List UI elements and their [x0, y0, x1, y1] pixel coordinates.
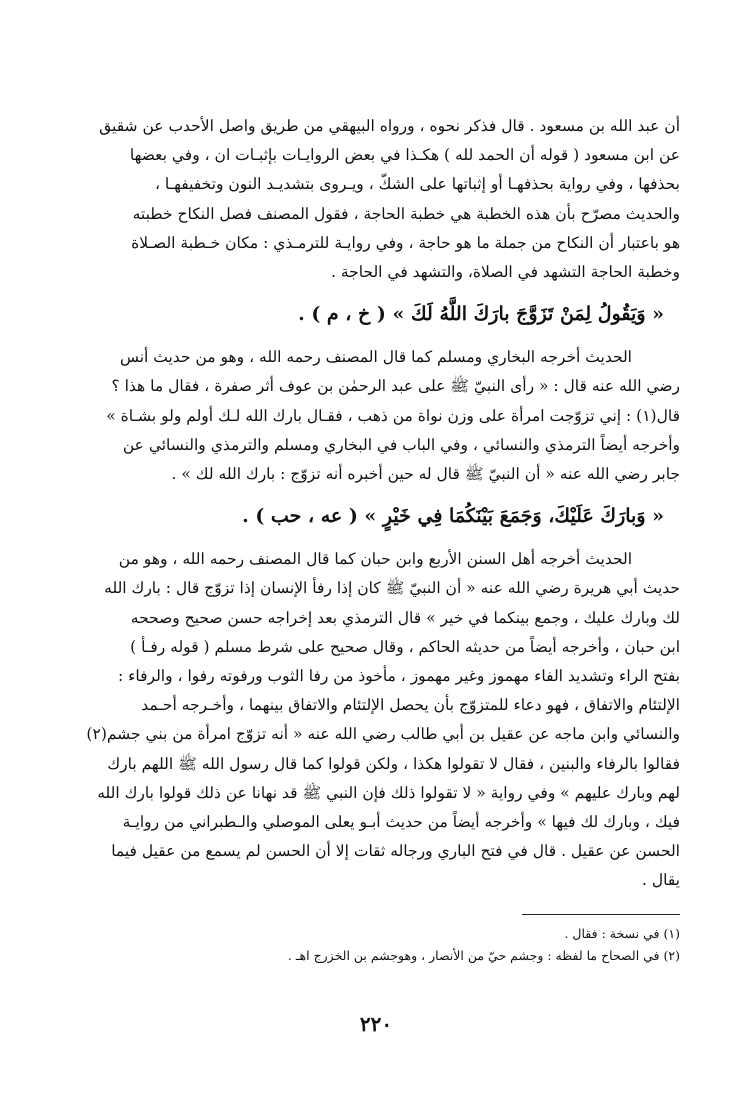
text-line: فيك ، وبارك لك فيها » وأخرجه أيضاً من حديث أبـو يعلى الموصلي والـطبراني من روايـة: [122, 813, 680, 832]
text-line: ابن حبان ، وأخرجه أيضاً من حديثه الحاكم ، وقال صحيح على شرط مسلم ( قوله رفـأ ): [130, 637, 680, 656]
footnote-divider: [522, 914, 680, 915]
text-line: وأخرجه أيضاً الترمذي والنسائي ، وفي الباب في البخاري ومسلم والترمذي والنسائي عن: [122, 435, 680, 454]
text-line: رضي الله عنه قال : « رأى النبيّ ﷺ على عبد الرحمٰن بن عوف أثر صفرة ، فقال ما هذا ؟: [111, 377, 680, 396]
paragraph-2: [74, 343, 680, 489]
text-line: يقال .: [642, 871, 680, 890]
text-line: الإلتئام والاتفاق ، فهو دعاء للمتزوّج بأن يحصل الإلتئام والاتفاق بينهما ، وأخـرجه أحـمد: [141, 696, 680, 715]
text-line: حديث أبي هريرة رضي الله عنه « أن النبيّ ﷺ كان إذا رفأ الإنسان إذا تزوّج قال : بارك الله: [104, 579, 680, 598]
text-line: فقالوا بالرفاء والبنين ، فقال لا تقولوا هكذا ، ولكن قولوا كما قال رسول الله ﷺ اللهم بارك: [107, 754, 680, 773]
page-number: ٢٢٠: [359, 1012, 393, 1036]
text-line: جابر رضي الله عنه « أن النبيّ ﷺ قال له حين أخبره أنه تزوّج : بارك الله لك » .: [171, 465, 680, 484]
text-line: عن ابن مسعود ( قوله أن الحمد لله ) هكـذا في بعض الروايـات بإثبـات ان ، وفي بعضها: [129, 146, 680, 165]
text-line: الحسن عن عقيل . قال في فتح الباري ورجاله ثقات إلا أن الحسن لم يسمع من عقيل فيما: [111, 842, 680, 861]
text-line: أن عبد الله بن مسعود . قال فذكر نحوه ، ورواه البيهقي من طريق واصل الأحدب عن شقيق: [99, 117, 680, 135]
text-line: بفتح الراء وتشديد الفاء مهموز وغير مهموز ، مأخوذ من رفا الثوب ورفوته رفوا ، والرفاء :: [117, 667, 680, 686]
paragraph-1: [74, 112, 680, 287]
hadith-heading-2: « وَبارَكَ عَلَيْكَ، وَجَمَعَ بَيْنَكُمَا فِي خَيْرٍ » ( عه ، حب ) .: [242, 505, 664, 528]
text-line: وخطبة الحاجة التشهد في الصلاة، والتشهد في الحاجة .: [330, 263, 680, 282]
text-line: الحديث أخرجه أهل السنن الأربع وابن حبان كما قال المصنف رحمه الله ، وهو من: [118, 550, 632, 569]
text-line: قال(١) : إني تزوّجت امرأة على وزن نواة من ذهب ، فقـال بارك الله لـك أولم ولو بشـاة »: [106, 406, 680, 425]
hadith-heading-1: « وَيَقُولُ لِمَنْ تَزَوَّجَ بارَكَ اللَّهُ لَكَ » ( خ ، م ) .: [298, 303, 664, 326]
paragraph-3: [74, 545, 680, 895]
text-line: هو باعتبار أن النكاح من جملة ما هو حاجة ، وفي روايـة للترمـذي : مكان خـطبة الصـلاة: [131, 233, 680, 252]
text-line: والحديث مصرّح بأن هذه الخطبة هي خطبة الحاجة ، فقول المصنف فصل النكاح خطبته: [132, 204, 680, 223]
footnote-1: (١) في نسخة : فقال .: [564, 925, 680, 941]
text-line: والنسائي وابن ماجه عن عقيل بن أبي طالب رضي الله عنه « أنه تزوّج امرأة من بني جشم(٢): [86, 725, 680, 744]
text-line: لك وبارك عليك ، وجمع بينكما في خير » قال الترمذي بعد إخراجه حسن صحيح وصححه: [130, 608, 680, 627]
text-line: بحذفها ، وفي رواية بحذفهـا أو إثباتها على الشكّ ، ويـروى بتشديـد النون وتخفيفهـا ،: [154, 175, 680, 194]
footnote-2: (٢) في الصحاح ما لفظه : وجشم حيّ من الأنصار ، وهوجشم بن الخزرج اهـ .: [287, 947, 680, 963]
text-line: لهم وبارك عليهم » وفي رواية « لا تقولوا ذلك فإن النبي ﷺ قد نهانا عن ذلك قولوا بارك الله: [97, 783, 680, 802]
footnotes: [74, 923, 680, 967]
text-line: الحديث أخرجه البخاري ومسلم كما قال المصنف رحمه الله ، وهو من حديث أنس: [119, 348, 632, 367]
